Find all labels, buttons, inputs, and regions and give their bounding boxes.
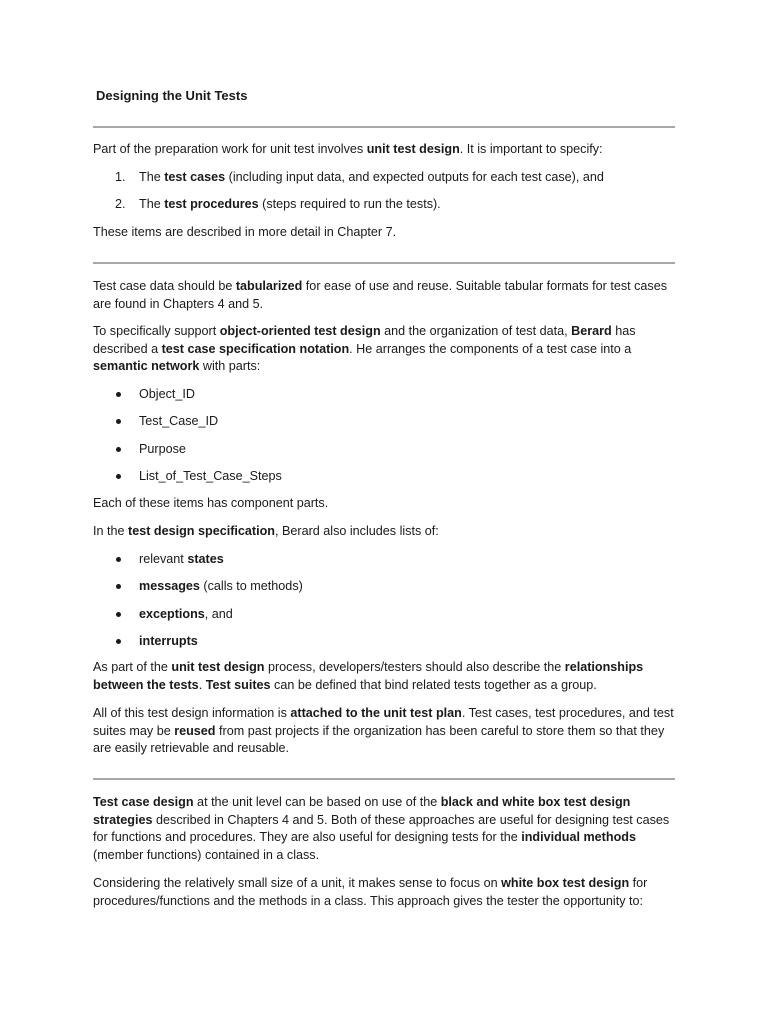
section-divider — [93, 778, 675, 780]
text-run: . — [198, 677, 206, 692]
list-item-object-id: Object_ID — [139, 387, 195, 401]
text-run: (including input data, and expected outputs for each test case), and — [225, 170, 604, 184]
bullet-icon — [116, 474, 121, 479]
text-run: All of this test design information is — [93, 706, 291, 720]
text-run: . Test cases, test procedures, and test suites may be — [93, 706, 674, 738]
text-run: described in Chapters 4 and 5. Both of these approaches are useful for designing test cases for functions and procedures. They are also useful for designing tests for the — [93, 812, 670, 845]
bullet-icon — [116, 392, 121, 397]
text-run: process, developers/testers should also describe the — [264, 660, 565, 674]
list-item-purpose: Purpose — [139, 442, 186, 456]
text-run: can be defined that bind related tests together as a group. — [270, 677, 597, 692]
text-run: Test case data should be — [93, 279, 236, 293]
bold-term: tabularized — [235, 279, 303, 293]
text-run: The — [139, 197, 165, 211]
text-run: from past projects if the organization has been careful to store them so that they are easily retrievable and reusable. — [93, 723, 665, 756]
bold-term: semantic network — [93, 359, 200, 374]
bold-term: attached to the unit test plan — [290, 706, 462, 720]
text-run: As part of the — [93, 660, 172, 674]
bold-term: test design specification — [128, 524, 275, 538]
bold-term: individual methods — [521, 830, 636, 845]
text-run: , and — [204, 607, 233, 621]
bold-term: unit test design — [171, 660, 265, 674]
bold-term: messages — [139, 579, 200, 593]
list-item-test-cases — [139, 169, 604, 187]
text-run: (calls to methods) — [199, 579, 303, 593]
bold-term: Test case design — [93, 795, 194, 809]
bold-term: reused — [174, 723, 216, 738]
section-divider — [93, 262, 675, 264]
bold-term: Test suites — [205, 677, 271, 692]
list-item-test-case-id: Test_Case_ID — [139, 414, 219, 428]
list-item-states — [139, 551, 224, 569]
relationships-paragraph — [93, 659, 675, 694]
bullet-icon — [116, 612, 121, 617]
berard-notation-paragraph — [93, 323, 675, 376]
bold-term: test cases — [164, 170, 226, 184]
design-specification-paragraph — [93, 523, 675, 541]
bold-term: states — [187, 552, 224, 566]
text-run: at the unit level can be based on use of the — [193, 795, 441, 809]
bold-term: exceptions — [139, 607, 205, 621]
bullet-icon — [116, 419, 121, 424]
test-plan-paragraph — [93, 705, 675, 758]
text-run: has described a — [93, 324, 636, 356]
bullet-icon — [116, 557, 121, 562]
bold-term: test case specification notation — [161, 341, 350, 356]
text-run: for ease of use and reuse. Suitable tabular formats for test cases are found in Chapters 4 and 5. — [93, 279, 668, 311]
text-run: relevant — [139, 552, 188, 566]
tabularized-paragraph — [93, 278, 675, 313]
text-run: for procedures/functions and the methods in a class. This approach gives the tester the opportunity to: — [93, 876, 648, 908]
text-run: To specifically support — [93, 324, 220, 338]
text-run: . It is important to specify: — [459, 142, 603, 156]
bold-term: interrupts — [139, 634, 198, 648]
text-run: In the — [93, 524, 129, 538]
list-item-test-procedures — [139, 196, 441, 214]
text-run: (member functions) contained in a class. — [93, 847, 320, 862]
text-run: and the organization of test data, — [380, 324, 572, 338]
bold-term: white box test design — [501, 876, 630, 890]
bold-term: black and white box test design strategies — [93, 795, 631, 827]
bold-term: Berard — [571, 324, 612, 338]
bold-term: test procedures — [164, 197, 259, 211]
bold-term: relationships between the tests — [93, 660, 644, 692]
list-item-exceptions — [139, 606, 233, 624]
text-run: Part of the preparation work for unit test involves — [93, 142, 367, 156]
list-number: 1. — [115, 170, 126, 184]
text-run: , Berard also includes lists of: — [274, 524, 439, 538]
section-divider — [93, 126, 675, 128]
page-title: Designing the Unit Tests — [96, 88, 248, 103]
bullet-icon — [116, 584, 121, 589]
list-item-test-case-steps: List_of_Test_Case_Steps — [139, 469, 282, 483]
text-run: Considering the relatively small size of a unit, it makes sense to focus on — [93, 876, 502, 890]
text-run: The — [139, 170, 165, 184]
component-parts-paragraph: Each of these items has component parts. — [93, 496, 329, 510]
text-run: . He arranges the components of a test case into a — [349, 341, 632, 356]
list-item-interrupts — [139, 633, 198, 651]
bullet-icon — [116, 447, 121, 452]
bullet-icon — [116, 639, 121, 644]
chapter-reference-paragraph: These items are described in more detail in Chapter 7. — [93, 225, 397, 239]
intro-paragraph — [93, 141, 675, 159]
test-case-design-paragraph — [93, 794, 675, 864]
text-run: with parts: — [199, 359, 261, 374]
bold-term: unit test design — [366, 142, 460, 156]
bold-term: object-oriented test design — [219, 324, 381, 338]
text-run: (steps required to run the tests). — [258, 197, 441, 211]
list-number: 2. — [115, 197, 126, 211]
list-item-messages — [139, 578, 303, 596]
white-box-paragraph — [93, 875, 675, 910]
